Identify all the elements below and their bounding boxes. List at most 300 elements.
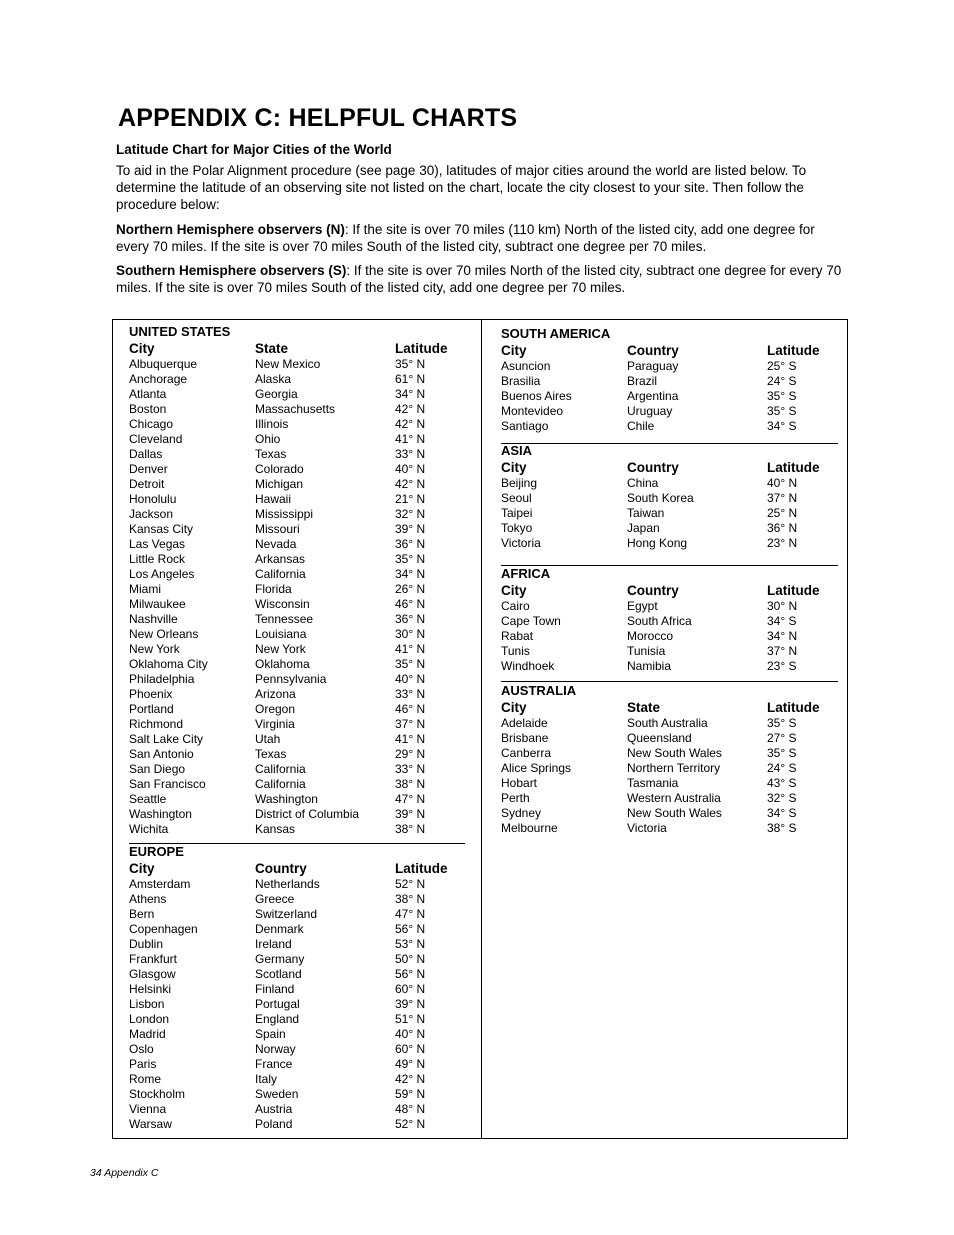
- region-cell: Queensland: [627, 731, 692, 745]
- city-cell: Helsinki: [129, 982, 172, 996]
- region-cell: New South Wales: [627, 746, 722, 760]
- table-row: [129, 1042, 448, 1057]
- table-row: [501, 506, 820, 521]
- latitude-cell: 30° N: [767, 599, 798, 613]
- city-cell: Richmond: [129, 717, 184, 731]
- region-cell: Finland: [255, 982, 295, 996]
- table-row: [129, 1117, 448, 1132]
- latitude-cell: 39° N: [395, 997, 426, 1011]
- region-cell: Egypt: [627, 599, 658, 613]
- city-cell: Seattle: [129, 792, 167, 806]
- region-cell: Argentina: [627, 389, 679, 403]
- city-cell: Brisbane: [501, 731, 549, 745]
- region-cell: Switzerland: [255, 907, 318, 921]
- city-cell: Denver: [129, 462, 168, 476]
- city-cell: Canberra: [501, 746, 552, 760]
- latitude-cell: 32° N: [395, 507, 426, 521]
- latitude-cell: 29° N: [395, 747, 426, 761]
- city-cell: Stockholm: [129, 1087, 186, 1101]
- table-row: [501, 644, 820, 659]
- region-cell: California: [255, 777, 306, 791]
- latitude-cell: 33° N: [395, 762, 426, 776]
- table-row: [501, 791, 820, 806]
- column-header: Country: [627, 343, 679, 358]
- city-cell: Cleveland: [129, 432, 183, 446]
- table-row: [501, 536, 820, 551]
- column-header: City: [501, 583, 527, 598]
- region-cell: South Australia: [627, 716, 708, 730]
- region-cell: Kansas: [255, 822, 296, 836]
- region-cell: Scotland: [255, 967, 302, 981]
- table-row: [501, 521, 820, 536]
- column-header: State: [627, 700, 661, 715]
- latitude-cell: 34° S: [767, 419, 797, 433]
- table-row: [129, 1102, 448, 1117]
- region-cell: Texas: [255, 747, 287, 761]
- latitude-cell: 51° N: [395, 1012, 426, 1026]
- city-cell: Jackson: [129, 507, 174, 521]
- region-cell: California: [255, 762, 306, 776]
- city-cell: Lisbon: [129, 997, 165, 1011]
- latitude-cell: 38° N: [395, 822, 426, 836]
- city-cell: Melbourne: [501, 821, 558, 835]
- latitude-cell: 48° N: [395, 1102, 426, 1116]
- city-cell: Oklahoma City: [129, 657, 208, 671]
- city-cell: Nashville: [129, 612, 178, 626]
- table-row: [501, 731, 820, 746]
- region-cell: Spain: [255, 1027, 286, 1041]
- city-cell: Cairo: [501, 599, 530, 613]
- latitude-cell: 42° N: [395, 477, 426, 491]
- table-row: [501, 389, 820, 404]
- latitude-cell: 37° N: [767, 644, 798, 658]
- region-cell: New York: [255, 642, 306, 656]
- table-row: [129, 357, 448, 372]
- city-cell: Brasilia: [501, 374, 541, 388]
- city-cell: Oslo: [129, 1042, 154, 1056]
- city-cell: Santiago: [501, 419, 549, 433]
- city-cell: Chicago: [129, 417, 174, 431]
- city-cell: Warsaw: [129, 1117, 172, 1131]
- latitude-cell: 41° N: [395, 432, 426, 446]
- table-row: [501, 404, 820, 419]
- city-cell: Vienna: [129, 1102, 167, 1116]
- table-row: [129, 922, 448, 937]
- table-row: [129, 907, 448, 922]
- table-row: [129, 402, 448, 417]
- latitude-cell: 42° N: [395, 417, 426, 431]
- region-cell: Norway: [255, 1042, 296, 1056]
- latitude-cell: 26° N: [395, 582, 426, 596]
- table-header: [129, 860, 448, 877]
- table-row: [129, 492, 448, 507]
- latitude-cell: 40° N: [395, 462, 426, 476]
- column-header: City: [501, 700, 527, 715]
- region-cell: Victoria: [627, 821, 667, 835]
- city-cell: Las Vegas: [129, 537, 186, 551]
- table-row: [129, 432, 448, 447]
- section-title: UNITED STATES: [129, 324, 231, 339]
- city-cell: Alice Springs: [501, 761, 572, 775]
- table-row: [129, 877, 448, 892]
- city-cell: Philadelphia: [129, 672, 195, 686]
- table-row: [129, 792, 448, 807]
- city-cell: Taipei: [501, 506, 533, 520]
- latitude-cell: 56° N: [395, 922, 426, 936]
- region-cell: Chile: [627, 419, 655, 433]
- table-row: [501, 746, 820, 761]
- table-row: [129, 702, 448, 717]
- column-divider: [481, 319, 482, 1139]
- page-title: APPENDIX C: HELPFUL CHARTS: [118, 104, 518, 132]
- city-cell: Bern: [129, 907, 155, 921]
- section-asia: [501, 443, 820, 551]
- table-row: [129, 462, 448, 477]
- latitude-cell: 33° N: [395, 447, 426, 461]
- region-cell: Wisconsin: [255, 597, 310, 611]
- city-cell: Albuquerque: [129, 357, 198, 371]
- city-cell: Windhoek: [501, 659, 555, 673]
- column-header: City: [129, 341, 155, 356]
- city-cell: Anchorage: [129, 372, 188, 386]
- table-row: [501, 761, 820, 776]
- section-africa: [501, 566, 820, 674]
- latitude-cell: 42° N: [395, 402, 426, 416]
- northern-text: : If the site is over 70 miles (110 km) North of the listed city, add one degree for every 70 miles. If the site is over 70 miles South of the listed city, subtract one degree per 70 miles.: [116, 222, 815, 254]
- city-cell: Paris: [129, 1057, 157, 1071]
- region-cell: South Korea: [627, 491, 694, 505]
- table-row: [129, 747, 448, 762]
- table-row: [129, 477, 448, 492]
- latitude-cell: 35° N: [395, 657, 426, 671]
- latitude-cell: 50° N: [395, 952, 426, 966]
- table-row: [129, 597, 448, 612]
- region-cell: England: [255, 1012, 300, 1026]
- latitude-cell: 52° N: [395, 877, 426, 891]
- column-header: City: [501, 460, 527, 475]
- table-row: [129, 522, 448, 537]
- region-cell: Uruguay: [627, 404, 673, 418]
- region-cell: California: [255, 567, 306, 581]
- city-cell: New Orleans: [129, 627, 199, 641]
- table-row: [129, 1027, 448, 1042]
- table-row: [129, 982, 448, 997]
- latitude-cell: 38° N: [395, 892, 426, 906]
- table-row: [129, 717, 448, 732]
- latitude-cell: 59° N: [395, 1087, 426, 1101]
- latitude-cell: 41° N: [395, 732, 426, 746]
- column-header: Latitude: [767, 583, 820, 598]
- latitude-cell: 43° S: [767, 776, 797, 790]
- latitude-cell: 36° N: [395, 612, 426, 626]
- city-cell: Perth: [501, 791, 530, 805]
- city-cell: Salt Lake City: [129, 732, 204, 746]
- latitude-cell: 24° S: [767, 374, 797, 388]
- region-cell: Georgia: [255, 387, 298, 401]
- latitude-cell: 46° N: [395, 597, 426, 611]
- city-cell: Dublin: [129, 937, 164, 951]
- column-header: City: [501, 343, 527, 358]
- latitude-cell: 34° N: [767, 629, 798, 643]
- section-divider: [501, 681, 838, 682]
- table-row: [129, 892, 448, 907]
- table-row: [129, 807, 448, 822]
- city-cell: Washington: [129, 807, 192, 821]
- table-row: [501, 359, 820, 374]
- city-cell: Rome: [129, 1072, 162, 1086]
- latitude-cell: 37° N: [395, 717, 426, 731]
- latitude-cell: 40° N: [767, 476, 798, 490]
- city-cell: Atlanta: [129, 387, 167, 401]
- region-cell: Sweden: [255, 1087, 299, 1101]
- latitude-cell: 47° N: [395, 907, 426, 921]
- city-cell: San Francisco: [129, 777, 206, 791]
- region-cell: Taiwan: [627, 506, 665, 520]
- region-cell: Austria: [255, 1102, 293, 1116]
- region-cell: Colorado: [255, 462, 304, 476]
- southern-paragraph: [116, 262, 846, 296]
- region-cell: Michigan: [255, 477, 304, 491]
- table-row: [129, 672, 448, 687]
- city-cell: Milwaukee: [129, 597, 186, 611]
- region-cell: Italy: [255, 1072, 278, 1086]
- region-cell: Massachusetts: [255, 402, 336, 416]
- section-united-states: [129, 324, 448, 837]
- city-cell: Wichita: [129, 822, 169, 836]
- city-cell: Seoul: [501, 491, 532, 505]
- table-row: [129, 1057, 448, 1072]
- latitude-cell: 34° S: [767, 614, 797, 628]
- region-cell: Namibia: [627, 659, 672, 673]
- region-cell: Washington: [255, 792, 318, 806]
- table-row: [501, 614, 820, 629]
- latitude-cell: 40° N: [395, 1027, 426, 1041]
- region-cell: Louisiana: [255, 627, 307, 641]
- latitude-cell: 61° N: [395, 372, 426, 386]
- column-header: Latitude: [395, 341, 448, 356]
- region-cell: Utah: [255, 732, 281, 746]
- region-cell: France: [255, 1057, 293, 1071]
- column-header: State: [255, 341, 289, 356]
- latitude-cell: 37° N: [767, 491, 798, 505]
- latitude-cell: 21° N: [395, 492, 426, 506]
- table-header: [129, 340, 448, 357]
- table-row: [129, 687, 448, 702]
- city-cell: Los Angeles: [129, 567, 195, 581]
- column-header: Latitude: [767, 343, 820, 358]
- region-cell: District of Columbia: [255, 807, 360, 821]
- region-cell: Northern Territory: [627, 761, 721, 775]
- city-cell: Hobart: [501, 776, 538, 790]
- table-row: [129, 1087, 448, 1102]
- latitude-cell: 40° N: [395, 672, 426, 686]
- region-cell: New South Wales: [627, 806, 722, 820]
- city-cell: San Diego: [129, 762, 186, 776]
- column-header: Latitude: [767, 700, 820, 715]
- column-header: City: [129, 861, 155, 876]
- latitude-cell: 25° S: [767, 359, 797, 373]
- northern-label: Northern Hemisphere observers (N): [116, 222, 345, 237]
- table-header: [501, 459, 820, 476]
- region-cell: Oklahoma: [255, 657, 310, 671]
- city-cell: Athens: [129, 892, 167, 906]
- table-row: [501, 806, 820, 821]
- table-row: [129, 552, 448, 567]
- city-cell: Tunis: [501, 644, 530, 658]
- region-cell: Florida: [255, 582, 292, 596]
- city-cell: Amsterdam: [129, 877, 191, 891]
- city-cell: Cape Town: [501, 614, 561, 628]
- region-cell: Hong Kong: [627, 536, 688, 550]
- table-row: [501, 476, 820, 491]
- table-row: [129, 657, 448, 672]
- latitude-cell: 53° N: [395, 937, 426, 951]
- table-row: [129, 507, 448, 522]
- table-row: [501, 629, 820, 644]
- table-row: [129, 762, 448, 777]
- column-header: Country: [627, 460, 679, 475]
- table-row: [129, 952, 448, 967]
- latitude-cell: 25° N: [767, 506, 798, 520]
- section-title: ASIA: [501, 443, 533, 458]
- region-cell: Brazil: [627, 374, 658, 388]
- intro-paragraph: To aid in the Polar Alignment procedure (see page 30), latitudes of major cities around the world are listed below. To determine the latitude of an observing site not listed on the chart, locate the city closest to your site. Then follow the procedure below:: [116, 163, 807, 212]
- city-cell: Victoria: [501, 536, 541, 550]
- city-cell: Frankfurt: [129, 952, 178, 966]
- region-cell: Denmark: [255, 922, 304, 936]
- table-row: [129, 822, 448, 837]
- table-row: [129, 937, 448, 952]
- section-title: SOUTH AMERICA: [501, 326, 611, 341]
- section-title: AFRICA: [501, 566, 551, 581]
- region-cell: Arizona: [255, 687, 296, 701]
- city-cell: Beijing: [501, 476, 538, 490]
- latitude-cell: 60° N: [395, 1042, 426, 1056]
- region-cell: China: [627, 476, 659, 490]
- northern-paragraph: [116, 221, 846, 255]
- page-footer: 34 Appendix C: [90, 1167, 159, 1179]
- column-header: Country: [255, 861, 307, 876]
- table-row: [501, 374, 820, 389]
- region-cell: Netherlands: [255, 877, 320, 891]
- region-cell: Paraguay: [627, 359, 679, 373]
- column-header: Latitude: [395, 861, 448, 876]
- table-row: [129, 567, 448, 582]
- city-cell: Boston: [129, 402, 167, 416]
- latitude-cell: 35° N: [395, 552, 426, 566]
- section-australia: [501, 683, 820, 836]
- city-cell: Dallas: [129, 447, 163, 461]
- table-row: [129, 1072, 448, 1087]
- table-row: [129, 1012, 448, 1027]
- latitude-cell: 35° S: [767, 404, 797, 418]
- table-row: [129, 997, 448, 1012]
- region-cell: Missouri: [255, 522, 300, 536]
- region-cell: Nevada: [255, 537, 297, 551]
- latitude-cell: 35° S: [767, 389, 797, 403]
- section-south-america: [501, 326, 820, 434]
- table-row: [129, 642, 448, 657]
- latitude-cell: 47° N: [395, 792, 426, 806]
- region-cell: Greece: [255, 892, 295, 906]
- region-cell: Germany: [255, 952, 305, 966]
- table-header: [501, 582, 820, 599]
- section-europe: [129, 844, 448, 1132]
- table-header: [501, 342, 820, 359]
- latitude-cell: 36° N: [395, 537, 426, 551]
- latitude-cell: 60° N: [395, 982, 426, 996]
- region-cell: Japan: [627, 521, 660, 535]
- city-cell: London: [129, 1012, 170, 1026]
- region-cell: Western Australia: [627, 791, 721, 805]
- table-row: [501, 599, 820, 614]
- table-row: [129, 627, 448, 642]
- region-cell: Alaska: [255, 372, 292, 386]
- latitude-cell: 41° N: [395, 642, 426, 656]
- latitude-cell: 39° N: [395, 807, 426, 821]
- table-row: [129, 372, 448, 387]
- city-cell: Kansas City: [129, 522, 194, 536]
- latitude-cell: 24° S: [767, 761, 797, 775]
- table-row: [129, 732, 448, 747]
- region-cell: Arkansas: [255, 552, 306, 566]
- section-title: EUROPE: [129, 844, 184, 859]
- latitude-cell: 35° N: [395, 357, 426, 371]
- table-row: [501, 821, 820, 836]
- city-cell: San Antonio: [129, 747, 194, 761]
- latitude-cell: 33° N: [395, 687, 426, 701]
- chart-subtitle: Latitude Chart for Major Cities of the World: [116, 142, 392, 157]
- city-cell: Adelaide: [501, 716, 548, 730]
- city-cell: Glasgow: [129, 967, 176, 981]
- latitude-cell: 34° N: [395, 387, 426, 401]
- region-cell: South Africa: [627, 614, 692, 628]
- table-row: [129, 777, 448, 792]
- city-cell: Rabat: [501, 629, 534, 643]
- table-row: [129, 537, 448, 552]
- latitude-cell: 56° N: [395, 967, 426, 981]
- city-cell: New York: [129, 642, 180, 656]
- latitude-cell: 32° S: [767, 791, 797, 805]
- city-cell: Montevideo: [501, 404, 564, 418]
- table-row: [129, 582, 448, 597]
- city-cell: Tokyo: [501, 521, 533, 535]
- region-cell: Virginia: [255, 717, 295, 731]
- city-cell: Miami: [129, 582, 161, 596]
- table-row: [129, 447, 448, 462]
- city-cell: Madrid: [129, 1027, 166, 1041]
- city-cell: Honolulu: [129, 492, 177, 506]
- region-cell: Hawaii: [255, 492, 292, 506]
- southern-label: Southern Hemisphere observers (S): [116, 263, 347, 278]
- latitude-cell: 46° N: [395, 702, 426, 716]
- latitude-cell: 34° N: [395, 567, 426, 581]
- region-cell: Pennsylvania: [255, 672, 327, 686]
- city-cell: Phoenix: [129, 687, 173, 701]
- latitude-cell: 52° N: [395, 1117, 426, 1131]
- region-cell: Ireland: [255, 937, 292, 951]
- table-row: [501, 776, 820, 791]
- city-cell: Little Rock: [129, 552, 186, 566]
- city-cell: Copenhagen: [129, 922, 198, 936]
- latitude-cell: 38° S: [767, 821, 797, 835]
- latitude-cell: 39° N: [395, 522, 426, 536]
- region-cell: Tennessee: [255, 612, 314, 626]
- region-cell: Morocco: [627, 629, 674, 643]
- latitude-cell: 42° N: [395, 1072, 426, 1086]
- latitude-cell: 38° N: [395, 777, 426, 791]
- latitude-cell: 49° N: [395, 1057, 426, 1071]
